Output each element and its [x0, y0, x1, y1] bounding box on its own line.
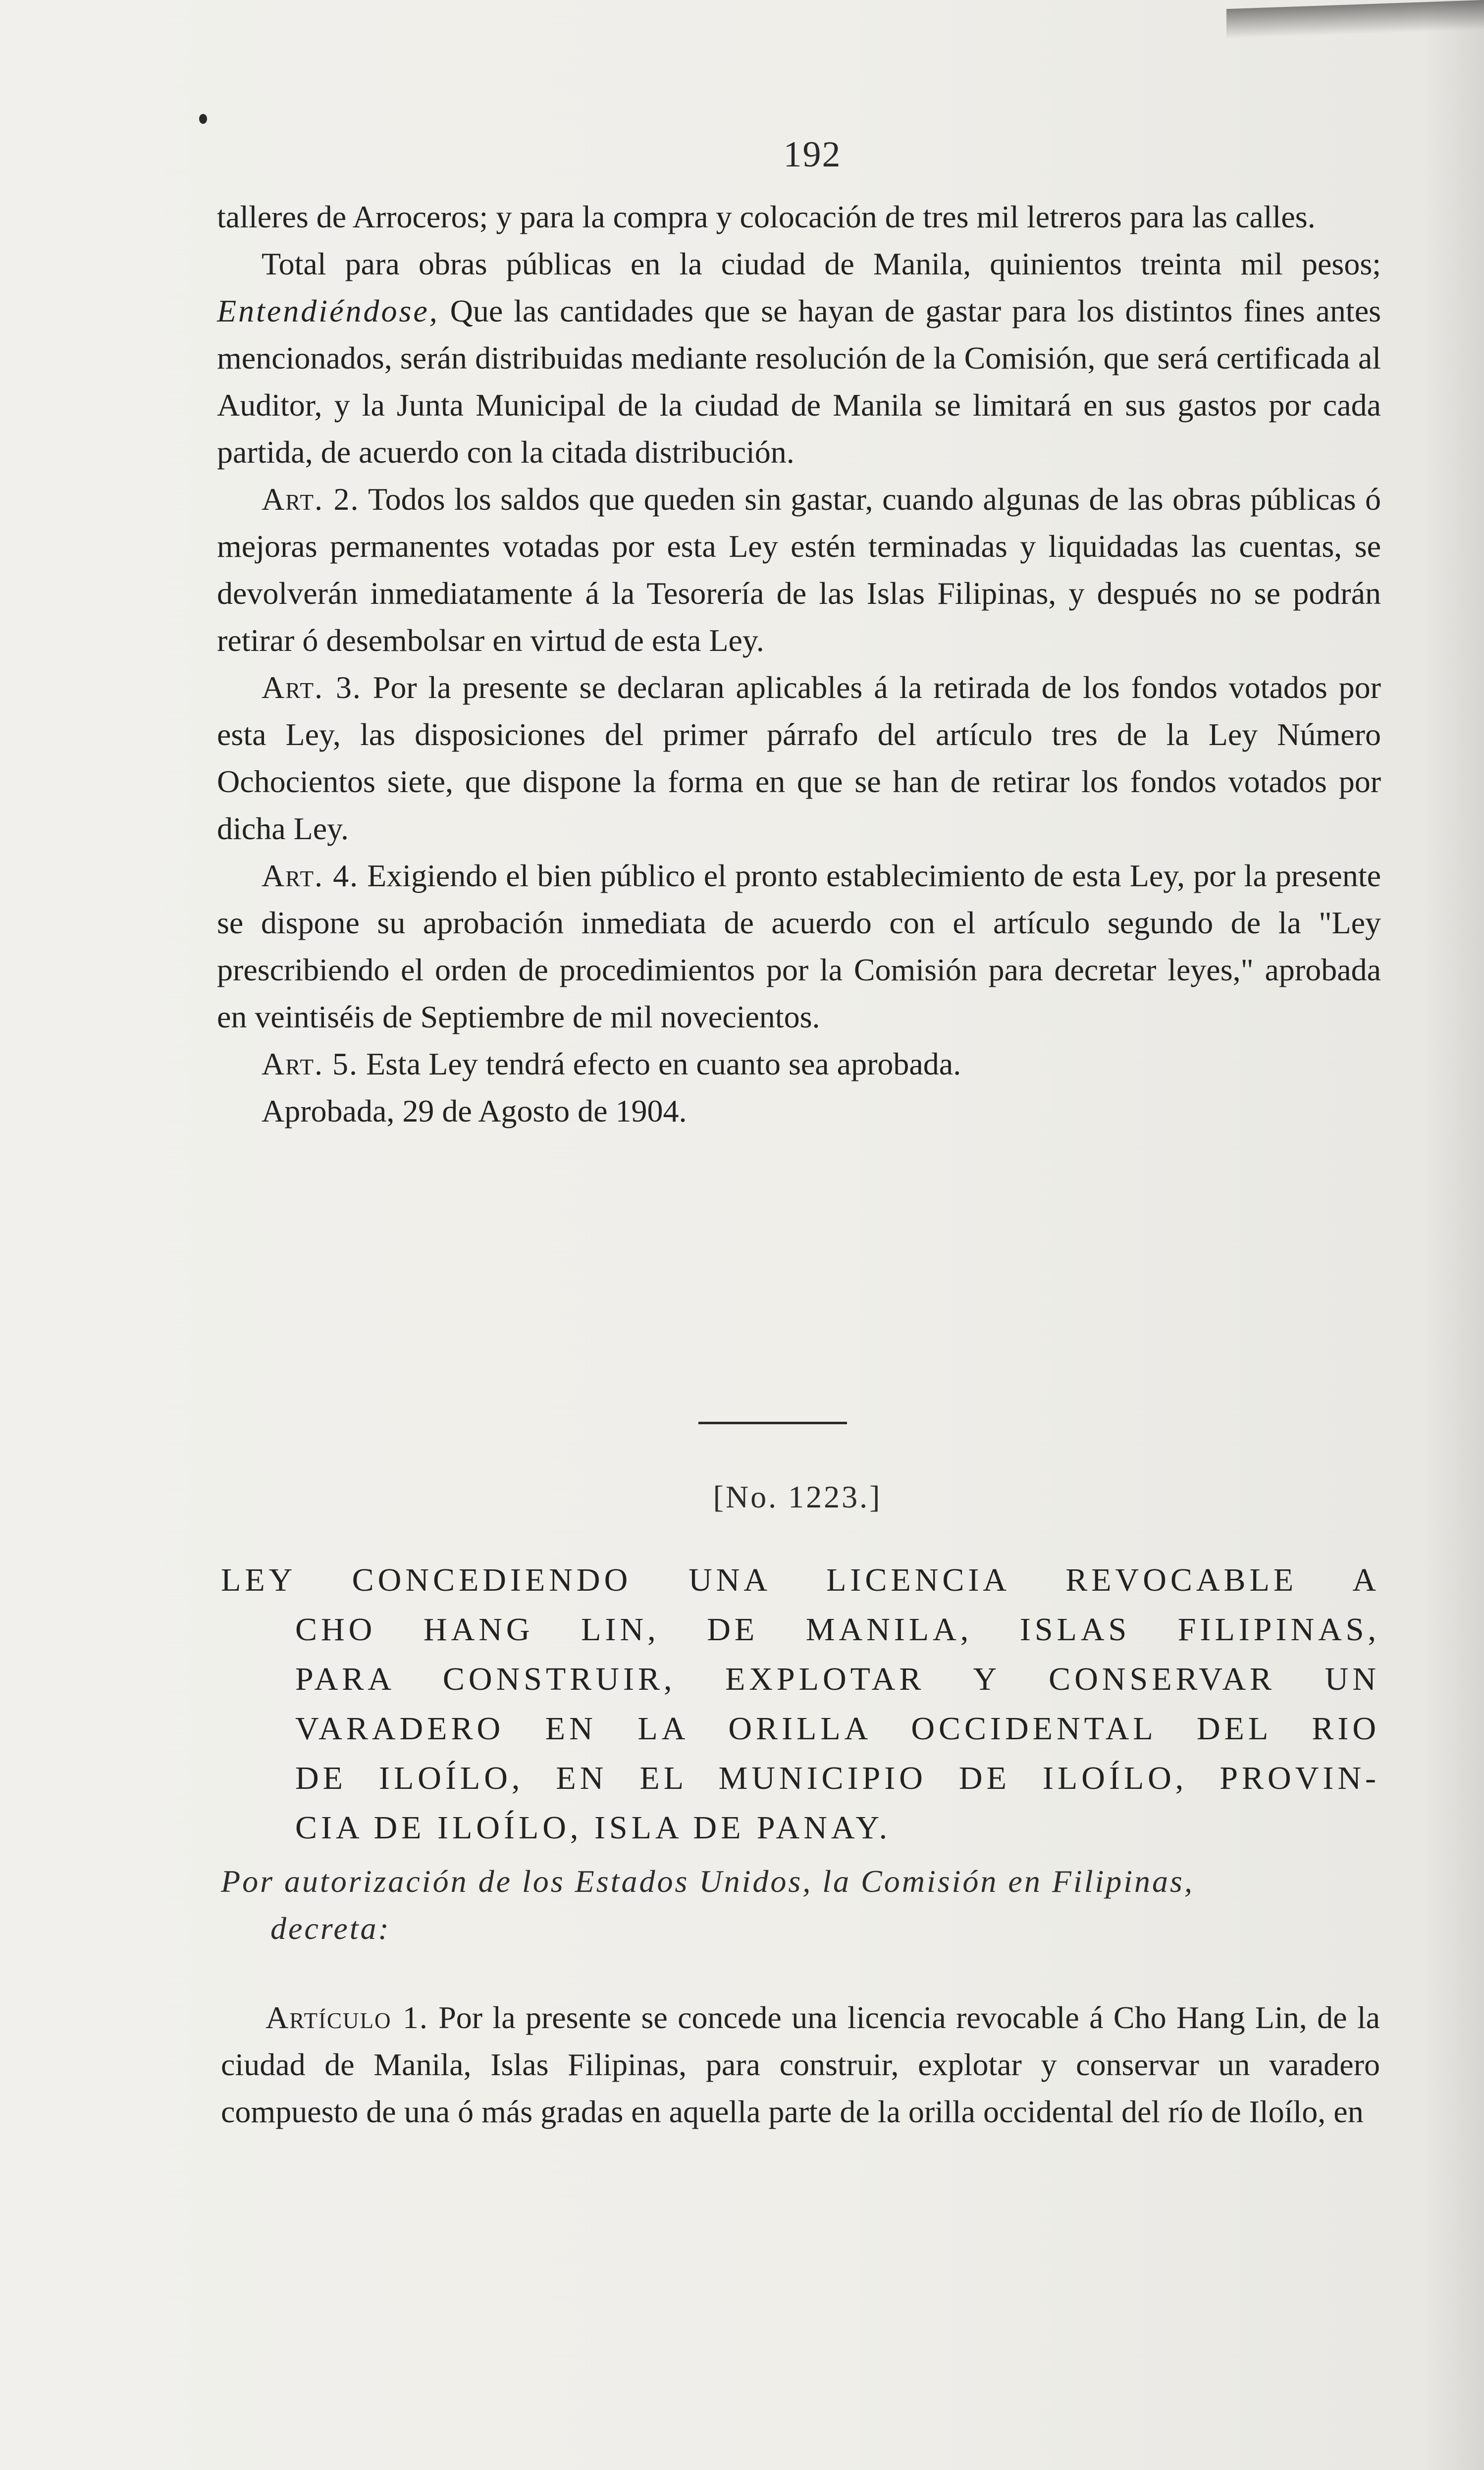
article-1-text: Por la presente se concede una licencia revocable á Cho Hang Lin, de la ciudad de Manila, Islas Filipinas, para construir, explotar y conservar un varadero compuesto de una ó más gradas en aquella parte de la orilla occidental del río de Iloílo, en — [221, 2000, 1380, 2129]
paragraph-2-text-2: Que las cantidades que se hayan de gastar para los distintos fines antes mencionados, serán distribuidas mediante resolución de la Comisión, que será certificada al Auditor, y la Junta Municipal de la ciudad de Manila se limitará en sus gastos por cada partida, de acuerdo con la citada distribución. — [217, 293, 1381, 470]
article-1-block — [221, 1994, 1380, 2135]
decree-line-1: Por autorización de los Estados Unidos, la Comisión en Filipinas, — [221, 1864, 1194, 1899]
article-4-text: Exigiendo el bien público el pronto establecimiento de esta Ley, por la presente se dispone su aprobación inmediata de acuerdo con el artículo segundo de la "Ley prescribiendo el orden de procedimientos por la Comisión para decretar leyes," aprobada en veintiséis de Septiembre de mil novecientos. — [217, 858, 1381, 1034]
article-4-lead: Art. 4. — [262, 858, 359, 893]
page-edge-shadow — [1425, 0, 1484, 2470]
decree-line-2: decreta: — [270, 1911, 391, 1946]
approval-text: Aprobada, 29 de Agosto de 1904. — [262, 1093, 687, 1128]
paragraph-1-text: talleres de Arroceros; y para la compra y colocación de tres mil letreros para las calles. — [217, 199, 1316, 234]
paragraph-2-emphasis: Entendiéndose, — [217, 293, 439, 328]
article-3-text: Por la presente se declaran aplicables á la retirada de los fondos votados por esta Ley, las disposiciones del primer párrafo del artículo tres de la Ley Número Ochocientos siete, que dispone la forma en que se han de retirar los fondos votados por dicha Ley. — [217, 670, 1381, 846]
article-3-lead: Art. 3. — [262, 670, 362, 705]
main-text-block — [217, 193, 1381, 1134]
paragraph-1 — [217, 193, 1381, 240]
law-title-line-4: VARADERO EN LA ORILLA OCCIDENTAL DEL RIO — [295, 1711, 1380, 1747]
article-5-text: Esta Ley tendrá efecto en cuanto sea aprobada. — [366, 1046, 961, 1081]
law-title-line-5: DE ILOÍLO, EN EL MUNICIPIO DE ILOÍLO, PROVIN- — [295, 1760, 1380, 1796]
law-title-line-2: CHO HANG LIN, DE MANILA, ISLAS FILIPINAS, — [295, 1611, 1380, 1648]
bill-number: [No. 1223.] — [713, 1479, 882, 1514]
article-2-lead: Art. 2. — [262, 482, 360, 517]
law-title-block — [221, 1556, 1380, 1853]
article-2-text: Todos los saldos que queden sin gastar, cuando algunas de las obras públicas ó mejoras permanentes votadas por esta Ley estén terminadas y liquidadas las cuentas, se devolverán inmediatamente á la Tesorería de las Islas Filipinas, y después no se podrán retirar ó desembolsar en virtud de esta Ley. — [217, 482, 1381, 658]
decree-formula — [221, 1858, 1380, 1952]
article-1-paragraph — [221, 1994, 1380, 2135]
paragraph-art-5 — [217, 1040, 1381, 1087]
law-title-line-6: CIA DE ILOÍLO, ISLA DE PANAY. — [295, 1810, 892, 1846]
page-number: 192 — [783, 134, 842, 175]
article-5-lead: Art. 5. — [262, 1046, 359, 1081]
law-title-line-3: PARA CONSTRUIR, EXPLOTAR Y CONSERVAR UN — [295, 1661, 1380, 1697]
margin-dot-mark — [199, 114, 207, 124]
paragraph-art-3 — [217, 664, 1381, 852]
article-1-lead: Artículo 1. — [265, 2000, 428, 2035]
paragraph-art-2 — [217, 476, 1381, 664]
paragraph-2-text: Total para obras públicas en la ciudad de Manila, quinientos treinta mil pesos; — [262, 246, 1381, 281]
paragraph-2 — [217, 240, 1381, 476]
paragraph-art-4 — [217, 852, 1381, 1040]
section-separator — [698, 1422, 847, 1424]
approval-line — [217, 1087, 1381, 1134]
law-title-line-1: LEY CONCEDIENDO UNA LICENCIA REVOCABLE A — [221, 1562, 1380, 1598]
